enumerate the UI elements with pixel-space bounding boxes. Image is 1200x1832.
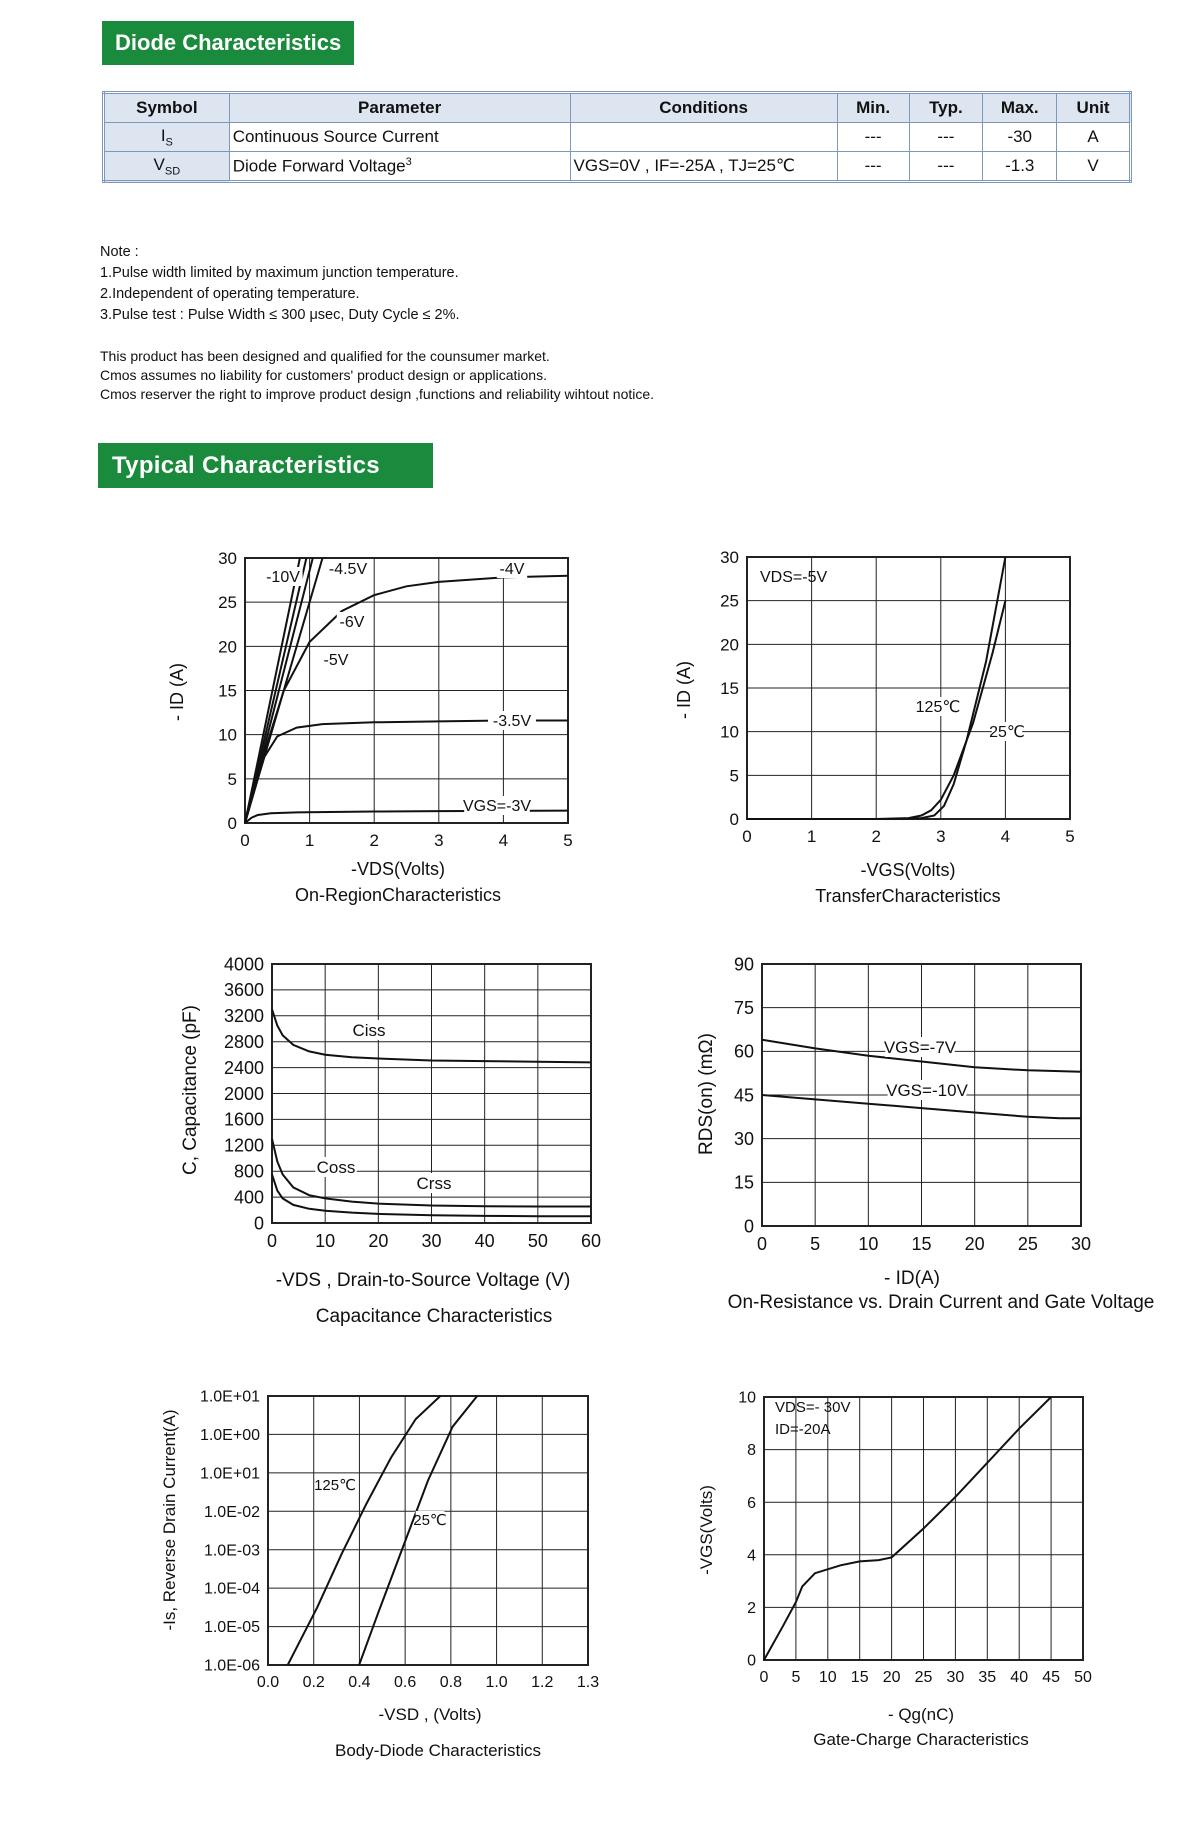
diode-characteristics-table <box>102 91 1132 183</box>
x-tick-label: 10 <box>818 1669 837 1686</box>
x-tick-label: 15 <box>911 1234 932 1254</box>
x-axis-label: - Qg(nC) <box>887 1705 955 1724</box>
y-tick-label: 1.0E-04 <box>203 1580 260 1598</box>
y-tick-label: 400 <box>233 1187 264 1208</box>
notes-heading: Note : <box>100 244 139 260</box>
x-tick-label: 1.0 <box>485 1674 508 1691</box>
y-tick-label: 10 <box>738 1389 756 1407</box>
x-tick-label: 1 <box>304 831 315 850</box>
y-tick-label: 60 <box>733 1041 754 1062</box>
symbol-subscript: SD <box>164 165 181 178</box>
series-label: 25℃ <box>989 724 1025 741</box>
header-cell: Unit <box>1057 93 1131 123</box>
x-tick-label: 0.6 <box>394 1674 417 1691</box>
y-axis-label: - ID (A) <box>674 661 694 719</box>
x-axis-label: -VSD , (Volts) <box>378 1705 482 1724</box>
disclaimer <box>100 347 654 404</box>
y-tick-label: 1.0E+01 <box>199 1388 260 1406</box>
disclaimer-line: Cmos reserver the right to improve product design ,functions and reliability wihtout notice. <box>100 386 655 402</box>
series-label: -3.5V <box>492 713 532 730</box>
y-tick-label: 15 <box>733 1172 754 1193</box>
x-tick-label: 60 <box>580 1231 602 1251</box>
x-tick-label: 25 <box>914 1669 933 1686</box>
parameter-cell <box>229 152 570 182</box>
min-cell: --- <box>837 152 909 182</box>
x-axis-label: -VGS(Volts) <box>860 860 956 880</box>
unit-cell: A <box>1057 123 1131 152</box>
x-tick-label: 45 <box>1042 1669 1060 1686</box>
typical-characteristics-title: Typical Characteristics <box>98 443 433 488</box>
y-tick-label: 1600 <box>223 1109 264 1130</box>
parameter-cell <box>229 123 570 152</box>
gate-charge-chart <box>690 1385 1130 1785</box>
y-tick-label: 2000 <box>223 1083 264 1104</box>
on-resistance-chart <box>690 940 1155 1360</box>
x-tick-label: 3 <box>936 827 946 846</box>
conditions-cell <box>570 123 837 152</box>
y-tick-label: 800 <box>233 1161 264 1182</box>
header-cell: Min. <box>837 93 909 123</box>
note-item: 2.Independent of operating temperature. <box>100 286 360 302</box>
x-tick-label: 30 <box>421 1231 442 1251</box>
y-tick-label: 45 <box>733 1085 754 1106</box>
series-label: -5V <box>323 652 349 669</box>
x-tick-label: 4 <box>1000 827 1011 846</box>
max-cell: -30 <box>983 123 1057 152</box>
x-tick-label: 3 <box>434 831 444 850</box>
symbol-cell <box>104 123 230 152</box>
y-tick-label: 2 <box>747 1600 756 1617</box>
on-region-chart <box>150 540 590 920</box>
series-line <box>359 1396 477 1665</box>
parameter-text: Continuous Source Current <box>232 127 439 146</box>
disclaimer-line: Cmos assumes no liability for customers' product design or applications. <box>100 367 547 383</box>
x-tick-label: 0.4 <box>348 1674 371 1691</box>
x-tick-label: 0 <box>756 1234 768 1254</box>
symbol-text: I <box>160 125 166 145</box>
x-tick-label: 50 <box>527 1231 548 1251</box>
y-tick-label: 0 <box>253 1213 264 1234</box>
y-tick-label: 15 <box>720 678 739 698</box>
x-tick-label: 4 <box>498 831 509 850</box>
series-label: Ciss <box>352 1021 386 1040</box>
x-tick-label: 20 <box>964 1234 985 1254</box>
symbol-cell <box>104 152 230 182</box>
chart-title: Gate-Charge Characteristics <box>813 1730 1029 1749</box>
y-tick-label: 30 <box>218 548 237 568</box>
header-cell: Parameter <box>229 93 570 123</box>
series-line <box>288 1396 441 1665</box>
y-tick-label: 3600 <box>223 980 264 1001</box>
y-tick-label: 5 <box>227 769 237 789</box>
parameter-text: Diode Forward Voltage <box>232 156 406 176</box>
x-tick-label: 1.2 <box>531 1674 554 1691</box>
y-tick-label: 6 <box>747 1494 756 1512</box>
min-cell: --- <box>837 123 909 152</box>
series-label: 125℃ <box>915 699 961 716</box>
y-tick-label: 1.0E-05 <box>203 1619 260 1637</box>
annotation-text: VDS=- 30V <box>775 1399 851 1416</box>
x-tick-label: 5 <box>563 831 573 850</box>
diode-characteristics-title: Diode Characteristics <box>102 21 354 65</box>
y-tick-label: 1200 <box>223 1135 264 1156</box>
header-cell: Symbol <box>104 93 230 123</box>
chart-title: On-RegionCharacteristics <box>294 885 502 905</box>
x-tick-label: 10 <box>315 1231 336 1251</box>
symbol-text: V <box>153 154 165 174</box>
x-tick-label: 50 <box>1074 1669 1092 1686</box>
y-axis-label: -VGS(Volts) <box>697 1485 716 1575</box>
x-tick-label: 15 <box>850 1669 869 1686</box>
x-tick-label: 0.0 <box>256 1674 280 1691</box>
transfer-chart <box>670 540 1110 920</box>
y-tick-label: 25 <box>218 593 237 613</box>
y-tick-label: 0 <box>227 813 237 833</box>
chart-title: Capacitance Characteristics <box>315 1306 553 1327</box>
x-tick-label: 0.8 <box>439 1674 462 1691</box>
y-tick-label: 10 <box>720 722 739 742</box>
header-cell: Conditions <box>570 93 837 123</box>
x-tick-label: 5 <box>810 1234 821 1254</box>
x-tick-label: 30 <box>1070 1234 1092 1254</box>
y-tick-label: 4 <box>747 1547 756 1565</box>
x-tick-label: 2 <box>369 831 379 850</box>
parameter-superscript: 3 <box>405 155 412 168</box>
body-diode-chart <box>160 1385 620 1785</box>
y-tick-label: 10 <box>218 725 237 745</box>
header-cell: Max. <box>983 93 1057 123</box>
x-axis-label: - ID(A) <box>884 1268 940 1289</box>
y-axis-label: RDS(on) (mΩ) <box>696 1033 717 1155</box>
symbol-subscript: S <box>165 136 173 149</box>
x-tick-label: 2 <box>871 827 881 846</box>
x-tick-label: 35 <box>978 1669 997 1686</box>
series-label: -10V <box>266 569 300 586</box>
series-label: 125℃ <box>314 1477 356 1494</box>
y-tick-label: 5 <box>729 766 739 786</box>
y-tick-label: 1.0E-03 <box>203 1542 260 1560</box>
table-header-row <box>104 93 1131 123</box>
y-tick-label: 30 <box>733 1128 754 1149</box>
header-cell: Typ. <box>909 93 983 123</box>
x-tick-label: 40 <box>1010 1669 1029 1686</box>
x-tick-label: 5 <box>1065 827 1075 846</box>
x-tick-label: 1 <box>806 827 817 846</box>
y-tick-label: 0 <box>729 809 739 829</box>
typ-cell: --- <box>909 123 983 152</box>
series-label: VGS=-10V <box>886 1081 968 1100</box>
table-row <box>104 123 1131 152</box>
x-tick-label: 0 <box>266 1231 278 1251</box>
y-tick-label: 1.0E+00 <box>199 1427 260 1445</box>
y-tick-label: 8 <box>747 1442 756 1460</box>
y-tick-label: 1.0E-02 <box>203 1503 260 1521</box>
unit-cell: V <box>1057 152 1131 182</box>
y-tick-label: 4000 <box>223 954 264 975</box>
annotation-text: ID=-20A <box>775 1421 831 1438</box>
x-tick-label: 40 <box>474 1231 495 1251</box>
table-row <box>104 152 1131 182</box>
series-label: Crss <box>416 1174 452 1193</box>
y-tick-label: 1.0E+01 <box>199 1465 260 1483</box>
x-axis-label: -VDS , Drain-to-Source Voltage (V) <box>275 1270 571 1291</box>
y-tick-label: 3200 <box>223 1006 264 1027</box>
y-axis-label: C, Capacitance (pF) <box>180 1004 201 1176</box>
series-label: -4V <box>499 561 525 578</box>
conditions-cell: VGS=0V , IF=-25A , TJ=25℃ <box>570 152 837 182</box>
notes <box>100 242 460 326</box>
y-tick-label: 1.0E-06 <box>203 1657 260 1675</box>
y-tick-label: 25 <box>720 591 739 611</box>
x-axis-label: -VDS(Volts) <box>350 859 446 879</box>
x-tick-label: 25 <box>1017 1234 1038 1254</box>
chart-title: On-Resistance vs. Drain Current and Gate Voltage <box>727 1292 1155 1313</box>
note-item: 1.Pulse width limited by maximum junction temperature. <box>100 265 459 281</box>
series-label: VGS=-3V <box>462 798 532 815</box>
typ-cell: --- <box>909 152 983 182</box>
series-label: -6V <box>339 614 365 631</box>
x-tick-label: 0 <box>240 831 250 850</box>
x-tick-label: 30 <box>946 1669 965 1686</box>
x-tick-label: 0 <box>759 1669 769 1686</box>
x-tick-label: 1.3 <box>576 1674 600 1691</box>
disclaimer-line: This product has been designed and qualified for the counsumer market. <box>100 348 550 364</box>
y-tick-label: 0 <box>743 1216 754 1237</box>
y-tick-label: 2800 <box>223 1032 264 1052</box>
chart-title: Body-Diode Characteristics <box>335 1741 541 1760</box>
y-tick-label: 20 <box>720 635 739 655</box>
y-tick-label: 0 <box>747 1652 756 1670</box>
y-tick-label: 30 <box>720 547 739 567</box>
series-label: -4.5V <box>328 561 368 578</box>
y-tick-label: 90 <box>733 954 754 975</box>
series-label: 25℃ <box>413 1512 447 1529</box>
annotation-text: VDS=-5V <box>760 569 828 586</box>
x-tick-label: 5 <box>791 1669 801 1686</box>
series-label: Coss <box>316 1158 356 1177</box>
note-item: 3.Pulse test : Pulse Width ≤ 300 μsec, Duty Cycle ≤ 2%. <box>100 307 460 323</box>
y-tick-label: 20 <box>218 637 237 657</box>
y-tick-label: 2400 <box>223 1057 264 1078</box>
max-cell: -1.3 <box>983 152 1057 182</box>
y-tick-label: 15 <box>218 681 237 701</box>
chart-title: TransferCharacteristics <box>815 886 1001 906</box>
x-tick-label: 0 <box>742 827 752 846</box>
x-tick-label: 0.2 <box>302 1674 325 1691</box>
y-axis-label: - ID (A) <box>167 663 187 721</box>
y-tick-label: 75 <box>733 997 754 1018</box>
series-label: VGS=-7V <box>883 1038 957 1057</box>
plot-frame <box>268 1396 588 1665</box>
y-axis-label: -Is, Reverse Drain Current(A) <box>160 1409 179 1631</box>
x-tick-label: 20 <box>882 1669 901 1686</box>
x-tick-label: 20 <box>368 1231 389 1251</box>
capacitance-chart <box>170 940 610 1340</box>
x-tick-label: 10 <box>858 1234 879 1254</box>
